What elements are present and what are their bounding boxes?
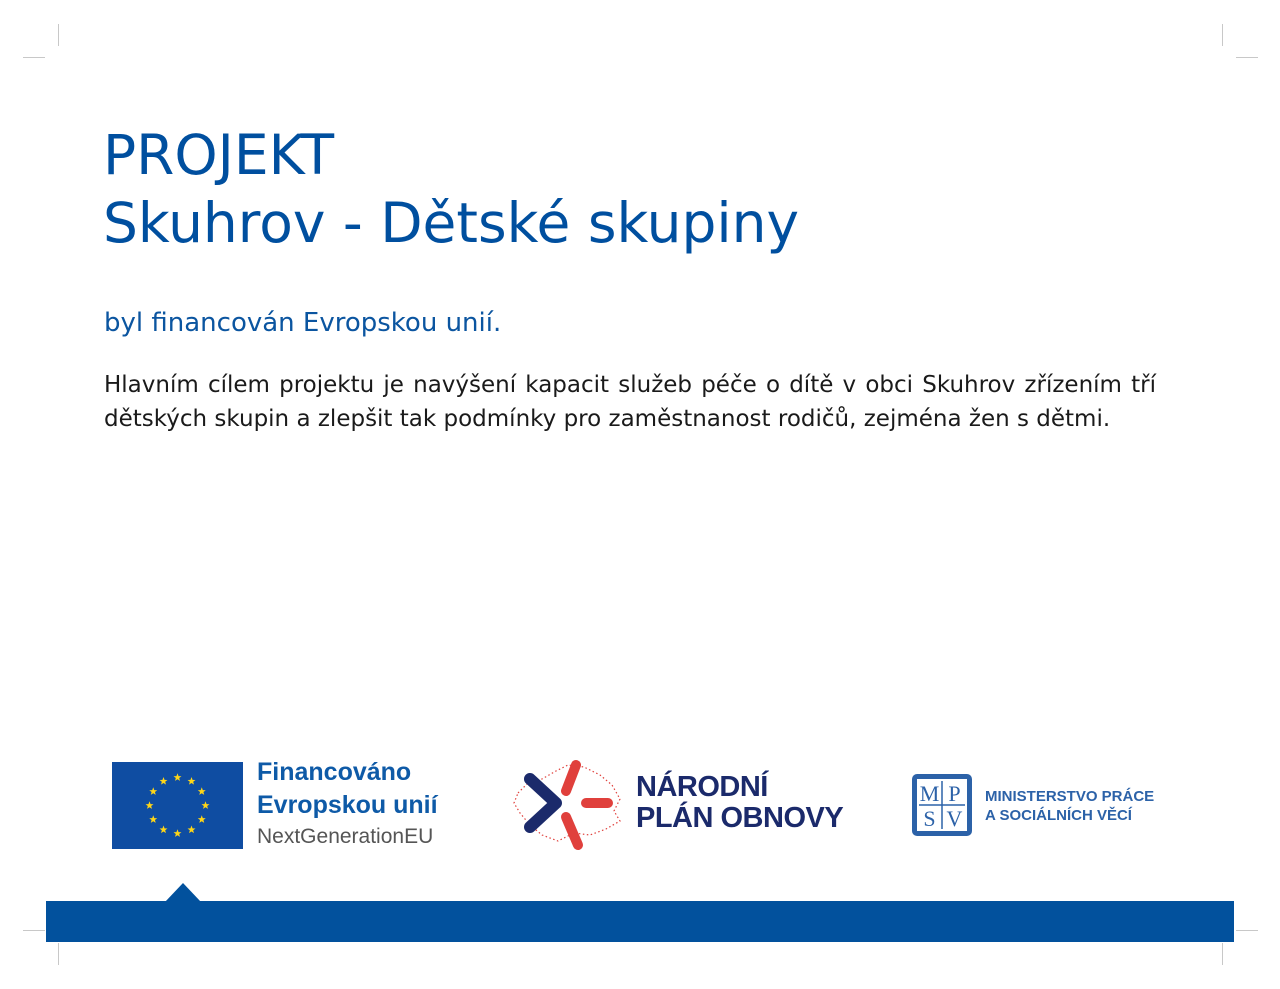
crop-mark [58,24,59,46]
svg-text:S: S [923,806,936,831]
page-title [103,121,799,257]
eu-flag-icon [112,762,243,849]
svg-text:V: V [946,806,963,831]
mpsv-label [985,787,1154,825]
crop-mark [1236,930,1258,931]
npo-label [636,772,843,834]
footer-notch [165,883,201,902]
npo-label-line1: NÁRODNÍ [636,771,768,803]
footer-bar [46,901,1234,942]
eu-label-line3: NextGenerationEU [257,825,434,848]
crop-mark [58,943,59,965]
crop-mark [1222,943,1223,965]
eu-funding-label [257,756,438,852]
crop-mark [23,57,45,58]
npo-label-line2: PLÁN OBNOVY [636,802,844,834]
svg-text:M: M [919,781,940,806]
mpsv-label-line1: MINISTERSTVO PRÁCE [985,788,1155,805]
mpsv-label-line2: A SOCIÁLNÍCH VĚCÍ [985,807,1132,824]
title-line-name: Skuhrov - Dětské skupiny [103,191,800,255]
funding-subtitle: byl financován Evropskou unií. [104,308,502,338]
mpsv-monogram-icon [910,772,974,838]
narodni-plan-obnovy-logo-icon [508,755,626,855]
svg-text:P: P [948,781,961,806]
crop-mark [1236,57,1258,58]
crop-mark [23,930,45,931]
eu-label-line1: Financováno [257,758,412,786]
crop-mark [1222,24,1223,46]
project-description: Hlavním cílem projektu je navýšení kapacit služeb péče o dítě v obci Skuhrov zřízením tří dětských skupin a zlepšit tak podmínky pro zaměstnanost rodičů, zejména žen s dětmi. [104,372,1156,432]
title-line-project: PROJEKT [103,123,335,187]
eu-label-line2: Evropskou unií [257,791,438,819]
